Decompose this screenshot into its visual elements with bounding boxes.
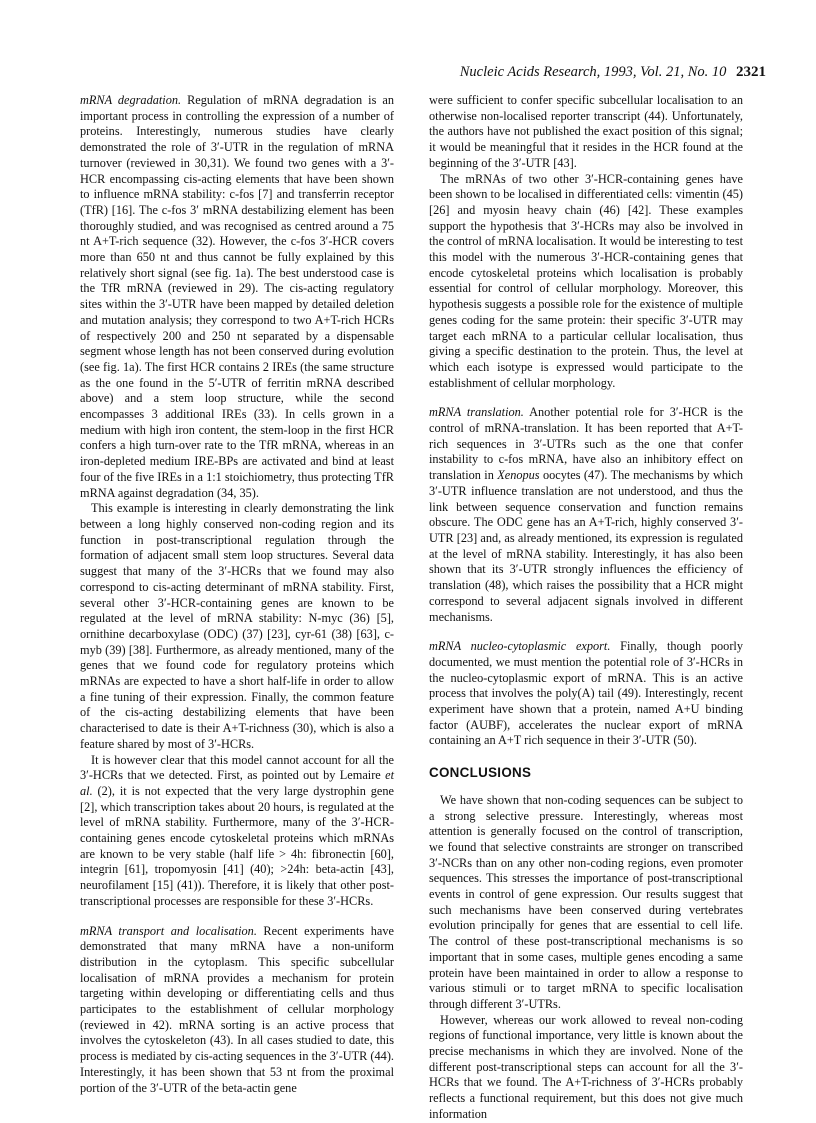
paragraph-tfr-example [80, 501, 394, 752]
paragraph-localised-mrnas [429, 172, 743, 392]
paragraph-text: We have shown that non-coding sequences can be subject to a strong selective pressure. Interestingly, whereas most attention is generally focused on the control of transcription, we found that selective constraints are stronger on transcribed 3′-NCRs than on any other non-coding regions, even promoter sequences. This stresses the importance of post-transcriptional events in control of gene expression. Our results suggest that such mechanisms have been conserved during vertebrates evolution principally for genes that are essential to cell life. The control of these post-transcriptional mechanisms is so important that in some cases, multiple genes encoding a same protein have been maintained in order to allow a response to various stimuli or to target mRNA to specific localisation through different 3′-UTRs. [429, 792, 743, 1011]
run-in-heading-mrna-translation: mRNA translation. [429, 405, 524, 420]
paragraph-text: It is however clear that this model cannot account for all the 3′-HCRs that we detected. First, as pointed out by Lemaire [80, 752, 394, 783]
paragraph-conclusions-2 [429, 1013, 743, 1123]
paragraph-text: Another potential role for 3′-HCR is the control of mRNA-translation. It has been reported that A+T-rich sequences in 3′-UTRs such as the one that confer instability to c-fos mRNA, have also an inhibitory effect on translation in [429, 405, 744, 483]
paragraph-text: were sufficient to confer specific subcellular localisation to an otherwise non-localised reporter transcript (44). Unfortunately, the authors have not published the exact position of this signal; it would be meaningful that it resides in the HCR found at the beginning of the 3′-UTR [43]. [429, 93, 743, 170]
paragraph-text: oocytes (47). The mechanisms by which 3′-UTR influence translation are not understood, and thus the link between sequence conservation and function remains obscure. The ODC gene has an A+T-rich, highly conserved 3′-UTR [23] and, as already mentioned, its expression is regulated at the level of mRNA stability. Interestingly, it has also been shown that its 3′-UTR strongly influences the efficiency of translation (48), which raises the possibility that a HCR might correspond to several adjacent signals involved in different mechanisms. [429, 468, 744, 624]
paragraph-text: Regulation of mRNA degradation is an important process in controlling the expression of a number of proteins. Interestingly, numerous studies have clearly demonstrated the role of 3′-UTR in the regulation of mRNA turnover (reviewed in 30,31). We found two genes with a 3′-HCR encompassing cis-acting elements that have been shown to influence mRNA stability: c-fos [7] and transferrin receptor (TfR) [16]. The c-fos 3′ mRNA destabilizing element has been thoroughly studied, and was recognised as centred around a 75 nt A+T-rich sequence (32). However, the c-fos 3′-HCR covers more than 650 nt and thus cannot be fully explained by this relatively short signal (see fig. 1a). The best understood case is the TfR mRNA (reviewed in 29). The cis-acting regulatory sites within the 3′-UTR have been mapped by detailed deletion and mutation analysis; they correspond to two A+T-rich HCRs of respectively 200 and 250 nt separated by a dispensable segment whose length has not been conserved during evolution (see fig. 1a). The first HCR contains 2 IREs (the same structure as the one found in the 5′-UTR of ferritin mRNA described above) and a stem loop structure, while the second encompasses 3 additional IREs (33). In cells grown in a medium with high iron content, the stem-loop in the first HCR confers a high turn-over rate to the TfR mRNA, whereas in an iron-depleted medium IRE-BPs are activated and bind at least four of the five IREs in a 1:1 stoichiometry, thus protecting TfR mRNA against degradation (34, 35). [80, 93, 394, 500]
right-column [429, 93, 743, 1123]
paragraph-text: Finally, though poorly documented, we must mention the potential role of 3′-HCRs in the nucleo-cytoplasmic export of mRNA. This is an active process that involves the poly(A) tail (49). Interestingly, recent experiment have shown that a protein, named A+U binding factor (AUBF), accelerates the nuclear export of mRNA containing an A+T rich sequence in their 3′-UTR (50). [429, 639, 743, 748]
italic-xenopus: Xenopus [497, 468, 540, 483]
paragraph-mrna-export [429, 639, 743, 749]
paragraph-mrna-translation [429, 405, 743, 625]
paragraph-mrna-transport [80, 924, 394, 1097]
paragraph-text: However, whereas our work allowed to reveal non-coding regions of functional importance, very little is known about the precise mechanisms in which they are involved. None of the different post-transcriptional steps can account for all the 3′-HCRs that we found. The A+T-richness of 3′-HCRs probably reflects a functional requirement, but this does not give much information [429, 1012, 743, 1121]
journal-citation: Nucleic Acids Research, 1993, Vol. 21, No. 10 [459, 64, 727, 80]
paragraph-conclusions-1 [429, 793, 743, 1013]
paragraph-text: This example is interesting in clearly demonstrating the link between a long highly conserved non-coding region and its function in post-transcriptional regulation through the formation of adjacent small stem loop structures. Several data suggest that many of the 3′-HCRs that we found may also correspond to cis-acting determinant of mRNA stability. First, several other 3′-HCR-containing genes are known to be regulated at the level of mRNA stability: N-myc (36) [5], ornithine decarboxylase (ODC) (37) [23], cyr-61 (38) [63], c-myb (39) [38]. Furthermore, as already mentioned, many of the genes that we found code for regulatory proteins which mRNAs are expected to have a short half-life in order to allow a fine tuning of their expression. Finally, the common feature of the cis-acting destabilizing elements that have been characterised to date is their A+T-richness (30), which is also a feature shared by most of 3′-HCRs. [80, 501, 394, 751]
paragraph-text: The mRNAs of two other 3′-HCR-containing genes have been shown to be localised in differentiated cells: vimentin (45) [26] and myosin heavy chain (46) [42]. These examples support the hypothesis that 3′-HCRs may also be involved in the control of mRNA localisation. It would be interesting to test this model with the numerous 3′-HCR-containing genes that encode cytoskeletal proteins which localisation is probably essential for control of cellular morphology. Moreover, this hypothesis suggests a possible role for the existence of multiple genes coding for the same protein: their specific 3′-UTR may target each mRNA to a particular cellular localisation, thus giving a specific destination to the protein. Thus, the level at which each isotype is expressed would participate to the establishment of cellular morphology. [429, 171, 743, 390]
run-in-heading-mrna-export: mRNA nucleo-cytoplasmic export. [429, 639, 611, 654]
italic-et-al: et al. [80, 768, 394, 798]
paragraph-mrna-degradation [80, 93, 394, 501]
page-number: 2321 [736, 64, 766, 80]
paragraph-model-limits [80, 753, 394, 910]
left-column [80, 93, 394, 1096]
run-in-heading-mrna-transport: mRNA transport and localisation. [80, 923, 257, 938]
paragraph-text: (2), it is not expected that the very large dystrophin gene [2], which transcription takes about 20 hours, is regulated at the level of mRNA stability. Furthermore, many of the 3′-HCR-containing genes encode cytoskeletal proteins which mRNAs are known to be very stable (half life > 4h: fibronectin [60], integrin [61], tropomyosin [41] (40); >24h: beta-actin [43], neurofilament [15] (41)). Therefore, it is likely that other post-transcriptional processes are responsible for these 3′-HCRs. [80, 783, 394, 908]
running-header [440, 64, 766, 81]
run-in-heading-mrna-degradation: mRNA degradation. [80, 93, 182, 107]
paragraph-text: Recent experiments have demonstrated that many mRNA have a non-uniform distribution in the cytoplasm. This specific subcellular localisation of mRNA provides a mechanism for protein targeting within developing or differentiating cells and thus participates to the establishment of cellular morphology (reviewed in 42). mRNA sorting is an active process that involves the cytoskeleton (43). In all cases studied to date, this process is mediated by cis-acting sequences in the 3′-UTR (44). Interestingly, it has been shown that 53 nt from the proximal portion of the 3′-UTR of the beta-actin gene [80, 923, 394, 1095]
paragraph-continued [429, 93, 743, 172]
section-title-conclusions: CONCLUSIONS [429, 765, 532, 781]
